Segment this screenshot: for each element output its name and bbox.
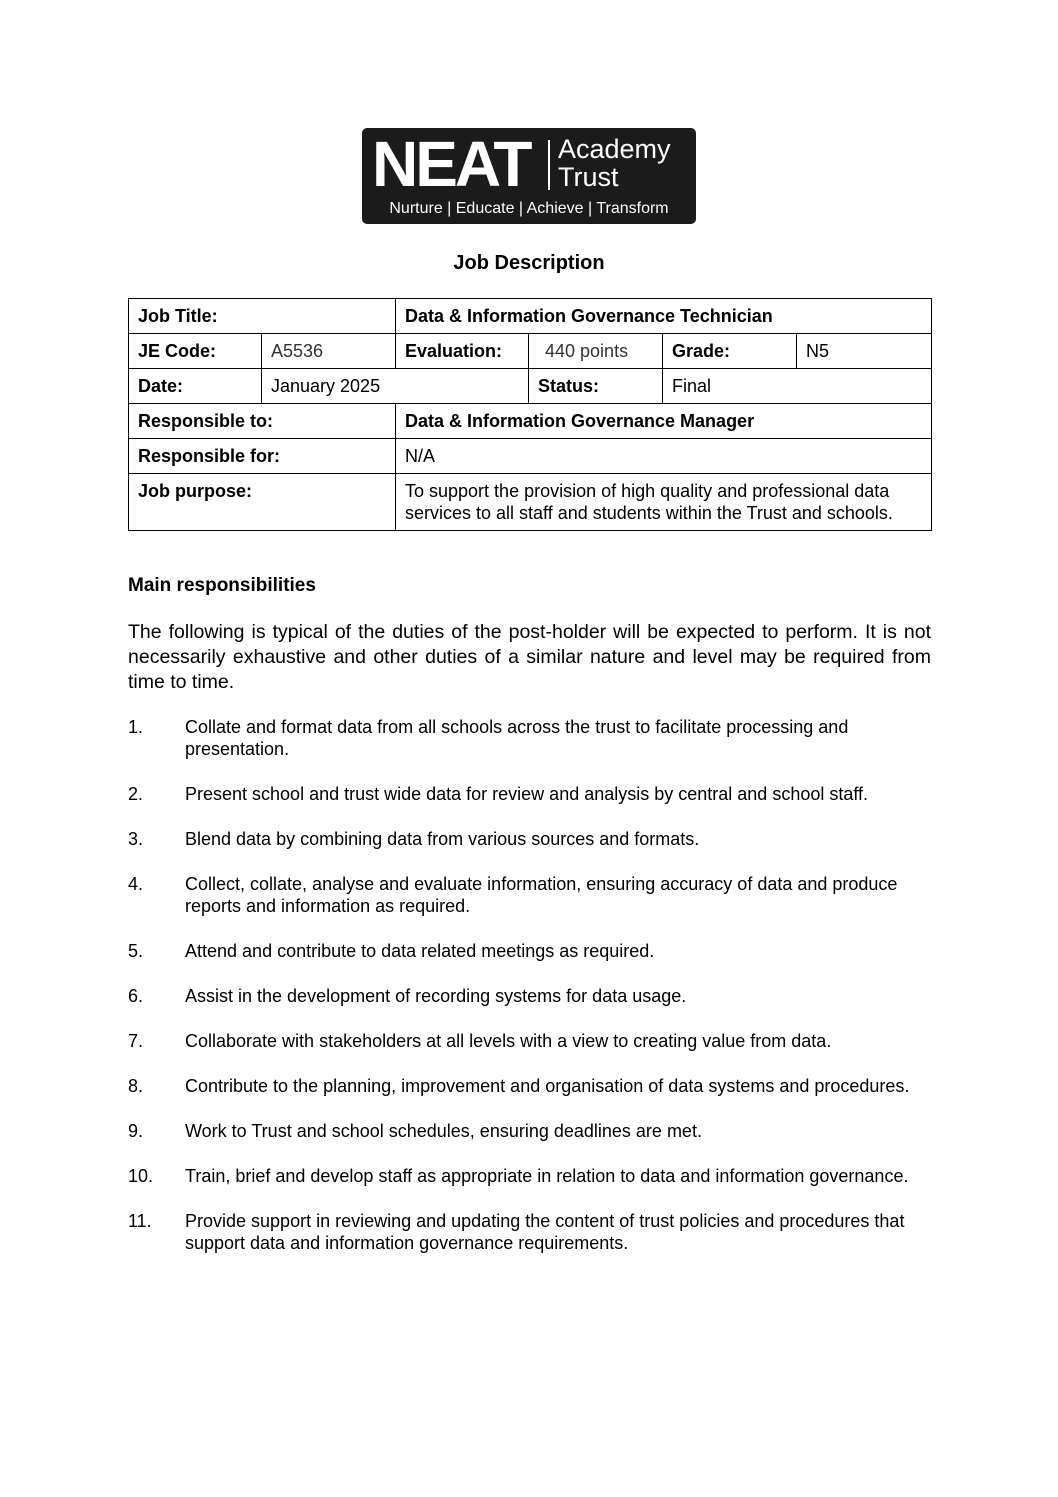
item-number: 11. bbox=[128, 1211, 152, 1231]
item-number: 5. bbox=[128, 941, 144, 961]
item-number: 6. bbox=[128, 986, 144, 1006]
item-number: 2. bbox=[128, 784, 144, 804]
list-item bbox=[128, 716, 938, 760]
item-text: Collate and format data from all schools across the trust to facilitate processing and presentation. bbox=[185, 717, 849, 759]
je-code-value: A5536 bbox=[262, 334, 396, 369]
list-item bbox=[128, 1165, 938, 1187]
item-text: Provide support in reviewing and updating the content of trust policies and procedures that support data and information governance requirements. bbox=[185, 1211, 905, 1253]
evaluation-label: Evaluation: bbox=[396, 334, 529, 369]
table-row bbox=[129, 439, 932, 474]
item-number: 3. bbox=[128, 829, 144, 849]
date-label: Date: bbox=[129, 369, 262, 404]
list-item bbox=[128, 783, 938, 805]
job-purpose-label: Job purpose: bbox=[129, 474, 396, 531]
responsibilities-list bbox=[128, 716, 938, 1277]
item-text: Train, brief and develop staff as appropriate in relation to data and information governance. bbox=[185, 1166, 909, 1186]
item-text: Collaborate with stakeholders at all levels with a view to creating value from data. bbox=[185, 1031, 832, 1051]
intro-paragraph: The following is typical of the duties of the post-holder will be expected to perform. It is not necessarily exhaustive and other duties of a similar nature and level may be required from time to time. bbox=[128, 621, 931, 693]
table-row bbox=[129, 334, 932, 369]
item-text: Contribute to the planning, improvement and organisation of data systems and procedures. bbox=[185, 1076, 910, 1096]
grade-value: N5 bbox=[797, 334, 932, 369]
item-number: 8. bbox=[128, 1076, 144, 1096]
list-item bbox=[128, 1075, 938, 1097]
list-item bbox=[128, 828, 938, 850]
status-label: Status: bbox=[529, 369, 663, 404]
responsible-for-label: Responsible for: bbox=[129, 439, 396, 474]
je-code-label: JE Code: bbox=[129, 334, 262, 369]
logo-divider bbox=[548, 140, 550, 190]
evaluation-value: 440 points bbox=[529, 334, 663, 369]
responsible-to-label: Responsible to: bbox=[129, 404, 396, 439]
responsible-to-value: Data & Information Governance Manager bbox=[396, 404, 932, 439]
logo-brand: NEAT bbox=[372, 128, 530, 200]
item-text: Work to Trust and school schedules, ensuring deadlines are met. bbox=[185, 1121, 702, 1141]
grade-label: Grade: bbox=[663, 334, 797, 369]
status-value: Final bbox=[663, 369, 932, 404]
item-text: Collect, collate, analyse and evaluate information, ensuring accuracy of data and produce reports and information as required. bbox=[185, 874, 898, 916]
job-title-label: Job Title: bbox=[129, 299, 396, 334]
table-row bbox=[129, 474, 932, 531]
document-title: Job Description bbox=[453, 252, 605, 274]
list-item bbox=[128, 985, 938, 1007]
item-number: 7. bbox=[128, 1031, 144, 1051]
item-number: 1. bbox=[128, 717, 144, 737]
logo-line1: Academy bbox=[558, 134, 671, 164]
item-number: 4. bbox=[128, 874, 144, 894]
logo-line2: Trust bbox=[558, 162, 619, 192]
item-text: Assist in the development of recording systems for data usage. bbox=[185, 986, 687, 1006]
job-details-table bbox=[128, 298, 932, 531]
item-number: 9. bbox=[128, 1121, 144, 1141]
list-item bbox=[128, 1210, 938, 1254]
item-number: 10. bbox=[128, 1166, 154, 1186]
table-row bbox=[129, 299, 932, 334]
job-title-value: Data & Information Governance Technician bbox=[396, 299, 932, 334]
item-text: Present school and trust wide data for review and analysis by central and school staff. bbox=[185, 784, 869, 804]
table-row bbox=[129, 404, 932, 439]
neat-academy-trust-logo bbox=[362, 128, 696, 224]
list-item bbox=[128, 1030, 938, 1052]
date-value: January 2025 bbox=[262, 369, 529, 404]
list-item bbox=[128, 940, 938, 962]
item-text: Attend and contribute to data related meetings as required. bbox=[185, 941, 655, 961]
logo-tagline: Nurture | Educate | Achieve | Transform bbox=[389, 200, 669, 217]
list-item bbox=[128, 873, 938, 917]
list-item bbox=[128, 1120, 938, 1142]
job-purpose-value: To support the provision of high quality and professional data services to all staff and students within the Trust and schools. bbox=[396, 474, 932, 531]
item-text: Blend data by combining data from various sources and formats. bbox=[185, 829, 700, 849]
responsible-for-value: N/A bbox=[396, 439, 932, 474]
section-title: Main responsibilities bbox=[128, 575, 316, 596]
table-row bbox=[129, 369, 932, 404]
